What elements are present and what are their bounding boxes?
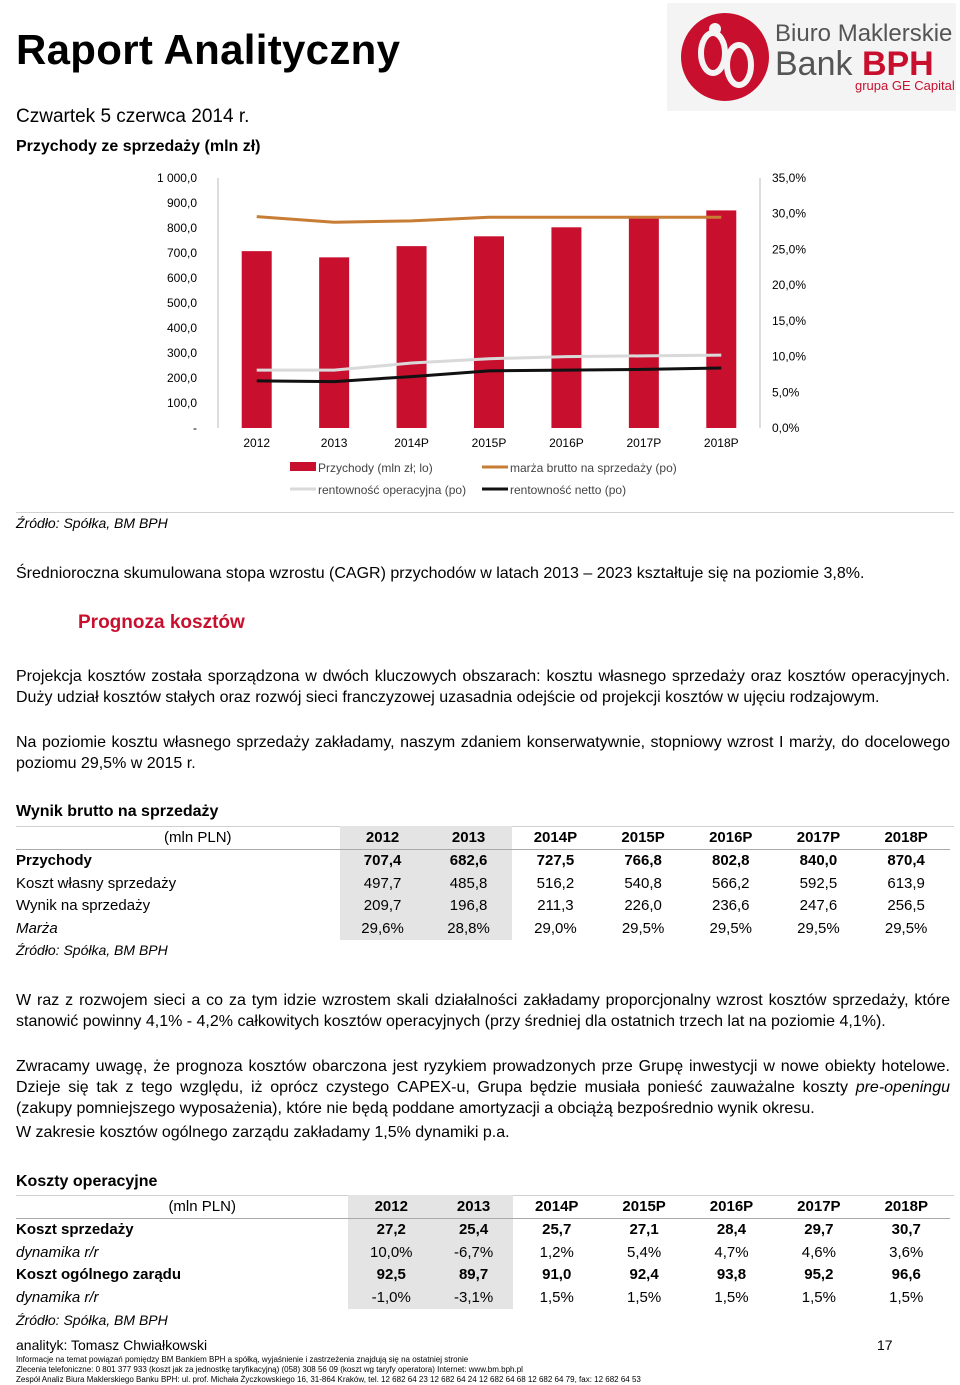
table-cell: 30,7 — [863, 1218, 950, 1241]
table-cell: 29,5% — [621, 919, 665, 937]
table-cell: 29,5% — [884, 919, 928, 937]
table-header-year: 2013 — [434, 1195, 513, 1218]
table-header-year: 2018P — [884, 828, 928, 846]
table-header-year: 2012 — [340, 826, 426, 849]
table1-title: Wynik brutto na sprzedaży — [16, 803, 219, 820]
table2-source: Źródło: Spółka, BM BPH — [16, 1312, 168, 1328]
table-header-year: 2016P — [709, 828, 753, 846]
table-cell: 92,4 — [629, 1266, 659, 1284]
chart-x-tick-label: 2015P — [471, 436, 507, 450]
chart-x-tick-label: 2016P — [549, 436, 584, 450]
logo-text-bank: Bank — [775, 45, 862, 83]
table-header-year: 2013 — [426, 826, 512, 849]
chart-bar — [319, 257, 349, 428]
table-cell: 25,7 — [513, 1218, 600, 1241]
table-cell: 497,7 — [340, 872, 426, 895]
table-cell: 236,6 — [711, 897, 750, 915]
table-cell: 613,9 — [887, 874, 925, 892]
table-cell: 247,6 — [799, 897, 838, 915]
chart-bar — [629, 218, 659, 428]
report-title: Raport Analityczny — [16, 26, 401, 73]
table-row-label: Koszt własny sprzedaży — [16, 874, 177, 892]
table-cell: 28,4 — [688, 1218, 775, 1241]
chart-bar — [242, 251, 272, 428]
chart-left-tick-label: 500,0 — [166, 296, 197, 310]
table-cell: 840,0 — [775, 849, 863, 872]
operating-costs-table — [16, 1195, 950, 1309]
footer-address: Zespół Analiz Biura Maklerskiego Banku BPH: ul. prof. Michała Życzkowskiego 16, 31-864 Kraków, tel. 12 682 64 23 12 682 64 24 12 682 64 68 12 682 64 79, fax: 12 682 64 53 — [16, 1375, 641, 1384]
revenue-chart — [0, 160, 960, 510]
table-cell: -1,0% — [348, 1286, 434, 1309]
chart-legend-label: rentowność netto (po) — [510, 483, 627, 497]
table-header-year: 2014P — [533, 828, 578, 846]
table-cell: 93,8 — [716, 1266, 747, 1284]
table-row — [16, 1264, 950, 1287]
chart-x-tick-label: 2012 — [243, 436, 271, 450]
table-cell: 1,5% — [714, 1288, 749, 1306]
chart-right-tick-label: 20,0% — [772, 278, 807, 293]
table-row — [16, 872, 950, 895]
table-cell: 91,0 — [542, 1266, 572, 1284]
table1-source: Źródło: Spółka, BM BPH — [16, 942, 168, 958]
chart-bar — [706, 210, 736, 428]
paragraph-risk — [16, 1056, 950, 1119]
table-cell: 1,5% — [539, 1288, 574, 1306]
table-cell: 516,2 — [536, 874, 575, 892]
table-row — [16, 1218, 950, 1241]
chart-title: Przychody ze sprzedaży (mln zł) — [16, 138, 261, 155]
table-cell: 727,5 — [512, 849, 600, 872]
table-cell: 29,5% — [797, 919, 840, 937]
chart-right-tick-label: 10,0% — [772, 349, 807, 364]
table-cell: 209,7 — [340, 895, 426, 918]
table2-title: Koszty operacyjne — [16, 1173, 158, 1190]
chart-right-tick-label: 5,0% — [772, 385, 800, 400]
table-row-label: dynamika r/r — [16, 1288, 99, 1306]
table-cell: 4,7% — [714, 1243, 749, 1261]
table-cell: 592,5 — [799, 874, 838, 892]
table-cell: 226,0 — [624, 897, 662, 915]
table-row-label: Wynik na sprzedaży — [16, 897, 151, 915]
chart-source: Źródło: Spółka, BM BPH — [16, 515, 168, 531]
table-row-label: Przychody — [16, 849, 340, 872]
chart-left-tick-label: 800,0 — [166, 221, 197, 235]
table-cell: 25,4 — [434, 1218, 513, 1241]
chart-bar — [397, 246, 427, 428]
chart-left-tick-label: 200,0 — [166, 371, 197, 385]
chart-left-tick-label: 100,0 — [166, 396, 197, 410]
table-unit: (mln PLN) — [164, 828, 232, 846]
footer-contact: Zlecenia telefoniczne: 0 801 377 933 (koszt jak za jednostkę taryfikacyjną) (058) 308 56 09 (koszt wg taryfy operatora) Internet: www.bm.bph.pl — [16, 1365, 523, 1374]
table-cell: 92,5 — [348, 1264, 434, 1287]
paragraph-cost-projection: Projekcja kosztów została sporządzona w dwóch kluczowych obszarach: kosztu własnego sprzedaży oraz kosztów operacyjnych. Duży udział kosztów stałych oraz rozwój sieci franczyzowej uzasadnia odejście od projekcji kosztów w ujęciu rodzajowym. — [16, 668, 950, 706]
table-cell: 29,6% — [340, 917, 426, 940]
table-cell: 870,4 — [862, 849, 950, 872]
table-cell: 95,2 — [804, 1266, 834, 1284]
table-row — [16, 849, 950, 872]
table-cell: 540,8 — [624, 874, 662, 892]
chart-left-tick-label: - — [193, 421, 197, 435]
table-cell: 196,8 — [426, 895, 512, 918]
table-cell: 29,7 — [775, 1218, 862, 1241]
paragraph-selling-costs: W raz z rozwojem sieci a co za tym idzie wzrostem skali działalności zakładamy proporcjonalny wzrost kosztów sprzedaży, które stanowić powinny 4,1% - 4,2% całkowitych kosztów operacyjnych (przy średniej dla ostatnich trzech lat na poziomie 4,1%). — [16, 992, 950, 1030]
table-cell: 96,6 — [891, 1266, 921, 1284]
chart-bar — [551, 227, 581, 428]
paragraph-margin: Na poziomie kosztu własnego sprzedaży zakładamy, naszym zdaniem konserwatywnie, stopniowy wzrost I marży, do docelowego poziomu 29,5% w 2015 r. — [16, 734, 950, 772]
paragraph-admin-costs: W zakresie kosztów ogólnego zarządu zakładamy 1,5% dynamiki p.a. — [16, 1124, 510, 1141]
table-cell: 256,5 — [887, 897, 925, 915]
cagr-paragraph: Średnioroczna skumulowana stopa wzrostu (CAGR) przychodów w latach 2013 – 2023 kształtuje się na poziomie 3,8%. — [16, 565, 865, 582]
table-cell: 89,7 — [434, 1264, 513, 1287]
table-cell: 566,2 — [711, 874, 750, 892]
report-date: Czwartek 5 czerwca 2014 r. — [16, 106, 250, 127]
logo-text-line3: grupa GE Capital — [855, 78, 955, 93]
table-cell: 1,5% — [627, 1288, 662, 1306]
table-cell: 29,5% — [709, 919, 753, 937]
logo-text-bph: BPH — [861, 45, 934, 83]
table-cell: -3,1% — [434, 1286, 513, 1309]
page-number: 17 — [877, 1337, 893, 1353]
table-header-year: 2018P — [884, 1197, 928, 1215]
table-cell: -6,7% — [434, 1241, 513, 1264]
table-cell: 3,6% — [889, 1243, 924, 1261]
paragraph-risk-italic: pre-openingu — [855, 1079, 950, 1096]
table-cell: 211,3 — [537, 897, 574, 915]
table-row — [16, 1286, 950, 1309]
section-heading-cost-forecast: Prognoza kosztów — [78, 612, 245, 633]
chart-legend-swatch — [290, 462, 316, 471]
chart-x-tick-label: 2018P — [703, 436, 739, 450]
footer-disclaimer: Informacje na temat powiązań pomiędzy BM Bankiem BPH a spółką, wyjaśnienie i zastrzeżenia znajdują się na ostatniej stronie — [16, 1355, 469, 1364]
paragraph-risk-text-end: (zakupy pomniejszego wyposażenia), które nie będą poddane amortyzacji a obciążą bezpośrednio wynik okresu. — [16, 1100, 815, 1117]
table-cell: 707,4 — [340, 849, 426, 872]
chart-left-tick-label: 600,0 — [166, 271, 197, 285]
table-row-label: Koszt sprzedaży — [16, 1218, 348, 1241]
table-cell: 1,5% — [801, 1288, 836, 1306]
table-row — [16, 1241, 950, 1264]
table-header-year: 2012 — [348, 1195, 434, 1218]
table-row-label: Marża — [16, 919, 58, 937]
gross-profit-table — [16, 826, 950, 940]
chart-right-tick-label: 35,0% — [772, 171, 807, 185]
table-cell: 5,4% — [627, 1243, 662, 1261]
paragraph-risk-text: Zwracamy uwagę, że prognoza kosztów obarczona jest ryzykiem prowadzonych prze Grupę inwestycji w nowe obiekty hotelowe. Dzieje się tak z tego względu, iż oprócz czystego CAPEX-u, Grupa będzie musiała ponieść zauważalne koszty — [16, 1058, 950, 1096]
table-row — [16, 895, 950, 918]
chart-left-tick-label: 400,0 — [166, 321, 197, 335]
table-unit: (mln PLN) — [168, 1197, 236, 1215]
chart-legend-label: rentowność operacyjna (po) — [318, 483, 467, 497]
table-header-year: 2017P — [797, 1197, 841, 1215]
chart-x-tick-label: 2013 — [320, 436, 348, 450]
chart-right-tick-label: 0,0% — [772, 421, 800, 435]
table-header-year: 2017P — [796, 828, 841, 846]
chart-right-tick-label: 15,0% — [772, 313, 807, 328]
chart-legend-label: Przychody (mln zł; lo) — [318, 461, 433, 475]
table-cell: 766,8 — [599, 849, 687, 872]
table-cell: 4,6% — [801, 1243, 836, 1261]
chart-left-tick-label: 900,0 — [166, 196, 197, 210]
table-cell: 802,8 — [687, 849, 775, 872]
table-cell: 1,2% — [539, 1243, 574, 1261]
table-cell: 485,8 — [426, 872, 512, 895]
bank-logo-icon — [675, 7, 775, 107]
table-header-year: 2015P — [621, 828, 665, 846]
table-row-label: dynamika r/r — [16, 1243, 99, 1261]
footer-analyst: analityk: Tomasz Chwiałkowski — [16, 1337, 208, 1353]
table-cell: 27,1 — [600, 1218, 687, 1241]
table-header-year: 2016P — [709, 1197, 754, 1215]
logo-text-line1: Biuro Maklerskie — [775, 20, 953, 47]
chart-right-tick-label: 30,0% — [772, 206, 807, 221]
chart-right-tick-label: 25,0% — [772, 242, 807, 257]
table-header-year: 2015P — [622, 1197, 666, 1215]
chart-x-tick-label: 2014P — [394, 436, 429, 450]
chart-left-tick-label: 1 000,0 — [156, 171, 197, 185]
chart-bar — [474, 236, 504, 428]
chart-left-tick-label: 300,0 — [166, 346, 197, 360]
chart-bottom-divider — [16, 512, 954, 513]
table-cell: 1,5% — [889, 1288, 924, 1306]
table-cell: 29,0% — [534, 919, 577, 937]
table-header-year: 2014P — [535, 1197, 579, 1215]
table-cell: 27,2 — [348, 1218, 434, 1241]
table-cell: 682,6 — [426, 849, 512, 872]
bank-logo — [667, 3, 956, 111]
chart-legend-label: marża brutto na sprzedaży (po) — [510, 461, 677, 475]
table-row — [16, 917, 950, 940]
chart-left-tick-label: 700,0 — [166, 246, 197, 260]
table-cell: 10,0% — [348, 1241, 434, 1264]
table-cell: 28,8% — [426, 917, 512, 940]
chart-x-tick-label: 2017P — [626, 436, 662, 450]
table-row-label: Koszt ogólnego zarądu — [16, 1266, 181, 1284]
